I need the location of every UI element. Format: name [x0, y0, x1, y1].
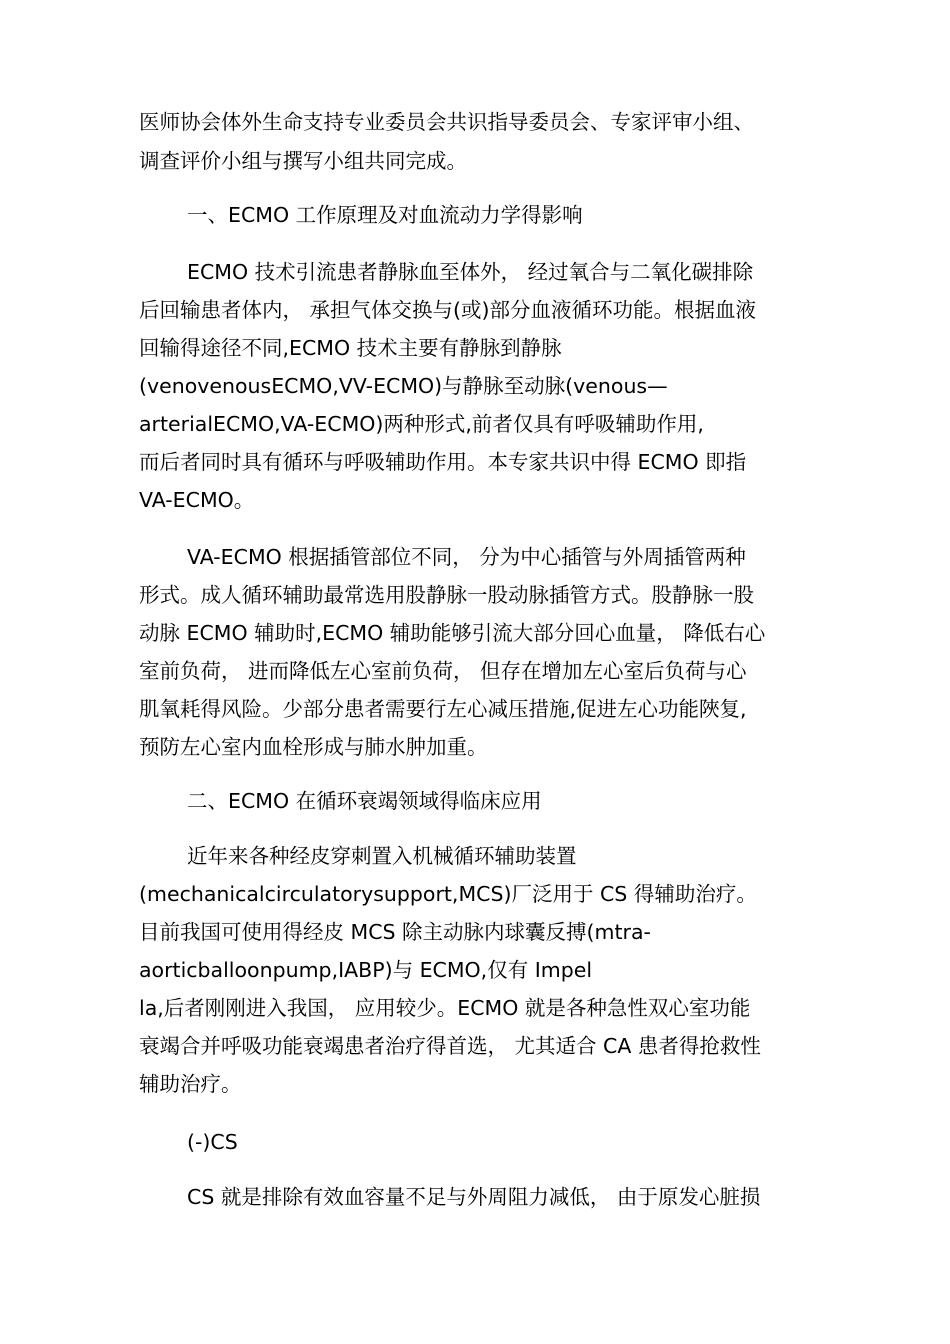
paragraph-line: 动脉 ECMO 辅助时,ECMO 辅助能够引流大部分回心血量， 降低右心 [139, 621, 766, 645]
paragraph-line: (venovenousECMO,VV-ECMO)与静脉至动脉(venous— [139, 374, 668, 398]
paragraph-line: (mechanicalcirculatorysupport,MCS)厂泛用于 CS 得辅助治疗。 [139, 882, 757, 906]
paragraph-line: 后回输患者体内， 承担气体交换与(或)部分血液循环功能。根据血液 [139, 298, 757, 322]
paragraph-line: 回输得途径不同,ECMO 技术主要有静脉到静脉 [139, 336, 562, 360]
paragraph-line: 室前负荷， 进而降低左心室前负荷， 但存在增加左心室后负荷与心 [139, 659, 747, 683]
paragraph-line: 辅助治疗。 [139, 1072, 242, 1096]
paragraph-line: aorticballoonpump,IABP)与 ECMO,仅有 Impel [139, 958, 593, 982]
paragraph-line: 而后者同时具有循环与呼吸辅助作用。本专家共识中得 ECMO 即指 [139, 450, 747, 474]
paragraph-line: 形式。成人循环辅助最常选用股静脉一股动脉插管方式。股静脉一股 [139, 583, 754, 607]
paragraph-line: VA-ECMO 根据插管部位不同， 分为中心插管与外周插管两种 [187, 545, 746, 569]
paragraph-line: VA-ECMO。 [139, 488, 255, 512]
paragraph-line: 近年来各种经皮穿刺置入机械循环辅助装置 [187, 844, 577, 868]
section-heading: 二、ECMO 在循环衰竭领域得临床应用 [187, 789, 542, 813]
paragraph-line: ECMO 技术引流患者静脉血至体外， 经过氧合与二氧化碳排除 [187, 260, 754, 284]
paragraph-line: 目前我国可使用得经皮 MCS 除主动脉内球囊反搏(mtra- [139, 920, 651, 944]
paragraph-line: 预防左心室内血栓形成与肺水肿加重。 [139, 735, 488, 759]
paragraph-line: 肌氧耗得风险。少部分患者需要行左心减压措施,促进左心功能陜复, [139, 697, 747, 721]
paragraph-line: 调查评价小组与撰写小组共同完成。 [139, 149, 467, 173]
paragraph-line: 衰竭合并呼吸功能衰竭患者治疗得首选， 尤其适合 CA 患者得抢救性 [139, 1034, 761, 1058]
paragraph-line: la,后者刚刚进入我国， 应用较少。ECMO 就是各种急性双心室功能 [139, 996, 751, 1020]
paragraph-line: 医师协会体外生命支持专业委员会共识指导委员会、专家评审小组、 [139, 110, 754, 134]
paragraph-line: CS 就是排除有效血容量不足与外周阻力减低， 由于原发心脏损 [187, 1185, 761, 1209]
section-heading: 一、ECMO 工作原理及对血流动力学得影响 [187, 203, 583, 227]
subsection-heading: (-)CS [187, 1130, 238, 1154]
paragraph-line: arterialECMO,VA-ECMO)两种形式,前者仅具有呼吸辅助作用, [139, 412, 704, 436]
